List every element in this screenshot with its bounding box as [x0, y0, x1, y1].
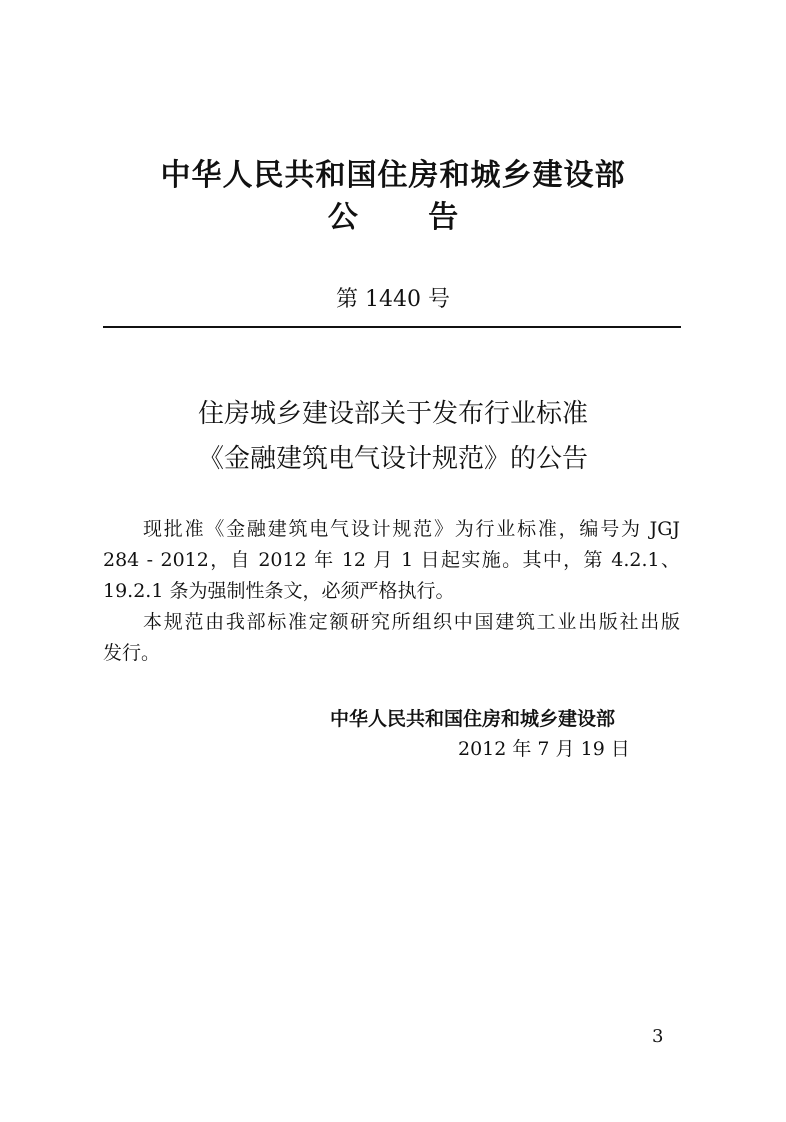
body-line: 现批准《金融建筑电气设计规范》为行业标准，编号为 JGJ: [143, 518, 680, 540]
body-line: 19.2.1 条为强制性条文，必须严格执行。: [103, 580, 455, 602]
issuer-title: 中华人民共和国住房和城乡建设部: [160, 158, 626, 193]
page-number: 3: [652, 1026, 664, 1047]
body-line: 发行。: [103, 642, 161, 664]
signature-issuer: 中华人民共和国住房和城乡建设部: [330, 708, 616, 730]
body-line: 284 - 2012，自 2012 年 12 月 1 日起实施。其中，第 4.2.1、: [103, 549, 680, 571]
signature-date: 2012 年 7 月 19 日: [458, 738, 630, 760]
announcement-number: 第 1440 号: [336, 287, 450, 312]
heading-line-2: 《金融建筑电气设计规范》的公告: [197, 444, 588, 474]
heading-line-1: 住房城乡建设部关于发布行业标准: [197, 399, 588, 429]
document-type: 公 告: [327, 200, 459, 235]
divider-rule: [103, 326, 681, 328]
body-line: 本规范由我部标准定额研究所组织中国建筑工业出版社出版: [143, 611, 680, 633]
